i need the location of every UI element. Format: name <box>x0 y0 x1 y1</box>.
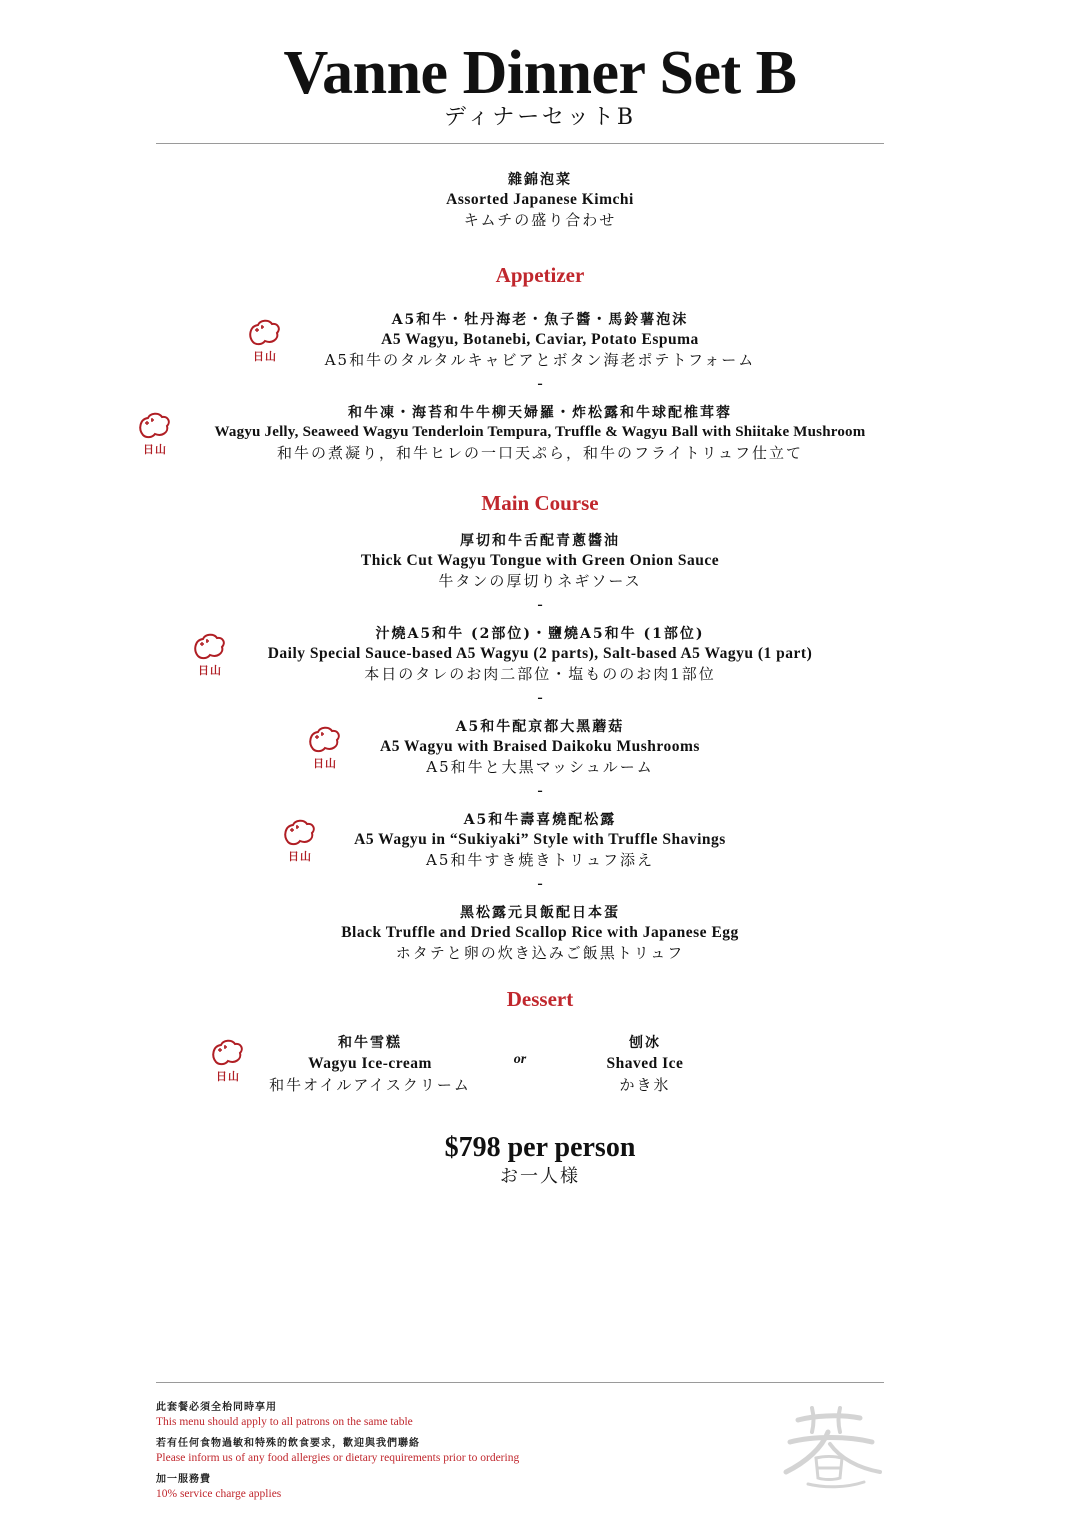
item-name-ja: ホタテと卵の炊き込みご飯黒トリュフ <box>395 944 685 962</box>
section-dessert: Dessert <box>506 987 574 1011</box>
separator: - <box>537 689 543 706</box>
note-en: This menu should apply to all patrons on the same table <box>156 1416 413 1428</box>
item-name-en: A5 Wagyu in “Sukiyaki” Style with Truffle Shavings <box>354 831 726 848</box>
item-name-zh: A5和牛配京都大黑蘑菇 <box>455 719 625 735</box>
note-item <box>156 1400 716 1430</box>
item-name-ja: A5和牛すき焼きトリュフ添え <box>426 851 654 869</box>
logo-text: 日山 <box>216 1070 240 1083</box>
footer-notes <box>156 1400 716 1508</box>
separator: - <box>537 596 543 613</box>
item-name-en: Shaved Ice <box>606 1055 684 1072</box>
hiyama-logo-icon <box>245 316 285 366</box>
item-name-en: A5 Wagyu, Botanebi, Caviar, Potato Espuma <box>381 331 699 348</box>
logo-text: 日山 <box>288 850 312 863</box>
menu-title: Vanne Dinner Set B <box>283 39 797 107</box>
note-zh: 加一服務費 <box>156 1474 211 1485</box>
section-main-course: Main Course <box>481 491 599 515</box>
brush-seal-icon <box>768 1402 888 1490</box>
item-name-en: Daily Special Sauce-based A5 Wagyu (2 parts), Salt-based A5 Wagyu (1 part) <box>267 645 813 662</box>
main-item-5 <box>0 903 1080 964</box>
item-name-zh: 和牛凍・海苔和牛牛柳天婦羅・炸松露和牛球配椎茸蓉 <box>348 405 732 421</box>
separator: - <box>537 782 543 799</box>
main-item-3 <box>0 717 1080 778</box>
note-item <box>156 1436 716 1466</box>
price-label-ja: お一人様 <box>500 1166 580 1187</box>
item-name-zh: 汁燒A5和牛 (2部位)・鹽燒A5和牛 (1部位) <box>375 626 705 642</box>
item-name-ja: かき氷 <box>619 1076 671 1094</box>
hiyama-logo-icon <box>135 409 175 459</box>
hiyama-logo-icon <box>190 630 230 680</box>
item-name-ja: キムチの盛り合わせ <box>463 211 617 229</box>
price-amount: $798 per person <box>444 1132 636 1163</box>
main-item-4 <box>0 810 1080 871</box>
appetizer-item-1 <box>0 310 1080 371</box>
item-name-en: A5 Wagyu with Braised Daikoku Mushrooms <box>380 738 700 755</box>
price-block <box>0 1132 1080 1190</box>
item-name-en: Thick Cut Wagyu Tongue with Green Onion Sauce <box>360 552 720 569</box>
dessert-item-1 <box>240 1033 500 1096</box>
item-name-zh: A5和牛・牡丹海老・魚子醬・馬鈴薯泡沫 <box>391 312 689 328</box>
item-name-zh: 雜錦泡菜 <box>508 172 572 188</box>
item-name-ja: 和牛の煮凝り，和牛ヒレの一口天ぷら，和牛のフライトリュフ仕立て <box>276 444 804 462</box>
item-name-ja: 本日のタレのお肉二部位・塩もののお肉1部位 <box>364 665 716 683</box>
logo-text: 日山 <box>253 350 277 363</box>
dessert-item-2 <box>560 1033 730 1096</box>
logo-text: 日山 <box>143 443 167 456</box>
item-name-en: Assorted Japanese Kimchi <box>446 191 634 208</box>
item-name-en: Wagyu Jelly, Seaweed Wagyu Tenderloin Tempura, Truffle & Wagyu Ball with Shiitake Mushroom <box>214 424 866 440</box>
note-en: Please inform us of any food allergies or dietary requirements prior to ordering <box>156 1452 520 1464</box>
main-item-2 <box>0 624 1080 685</box>
bottom-divider <box>156 1382 884 1383</box>
note-zh: 若有任何食物過敏和特殊的飲食要求，歡迎與我們聯絡 <box>156 1438 420 1449</box>
or-label: or <box>513 1052 527 1067</box>
item-name-zh: 黑松露元貝飯配日本蛋 <box>460 905 620 921</box>
note-item <box>156 1472 716 1502</box>
hiyama-logo-icon <box>305 723 345 773</box>
separator: - <box>537 375 543 392</box>
logo-text: 日山 <box>313 757 337 770</box>
menu-subtitle: ディナーセットB <box>444 105 636 130</box>
item-name-zh: 刨冰 <box>629 1035 661 1051</box>
item-name-zh: 和牛雪糕 <box>338 1035 402 1051</box>
hiyama-logo-icon <box>208 1036 248 1086</box>
item-name-en: Wagyu Ice-cream <box>308 1055 432 1072</box>
main-item-1 <box>0 531 1080 592</box>
item-name-zh: A5和牛壽喜燒配松露 <box>463 812 617 828</box>
item-name-ja: 牛タンの厚切りネギソース <box>438 572 642 590</box>
menu-header <box>0 40 1080 132</box>
separator: - <box>537 875 543 892</box>
logo-text: 日山 <box>198 664 222 677</box>
item-name-en: Black Truffle and Dried Scallop Rice with Japanese Egg <box>341 924 739 941</box>
item-name-ja: 和牛オイルアイスクリーム <box>269 1076 471 1094</box>
item-name-zh: 厚切和牛舌配青蔥醬油 <box>460 533 620 549</box>
note-zh: 此套餐必須全枱同時享用 <box>156 1402 277 1413</box>
starter-item <box>0 170 1080 231</box>
hiyama-logo-icon <box>280 816 320 866</box>
note-en: 10% service charge applies <box>156 1488 282 1500</box>
item-name-ja: A5和牛と大黒マッシュルーム <box>426 758 654 776</box>
item-name-ja: A5和牛のタルタルキャビアとボタン海老ポテトフォーム <box>324 351 756 369</box>
section-appetizer: Appetizer <box>495 263 585 287</box>
top-divider <box>156 143 884 144</box>
